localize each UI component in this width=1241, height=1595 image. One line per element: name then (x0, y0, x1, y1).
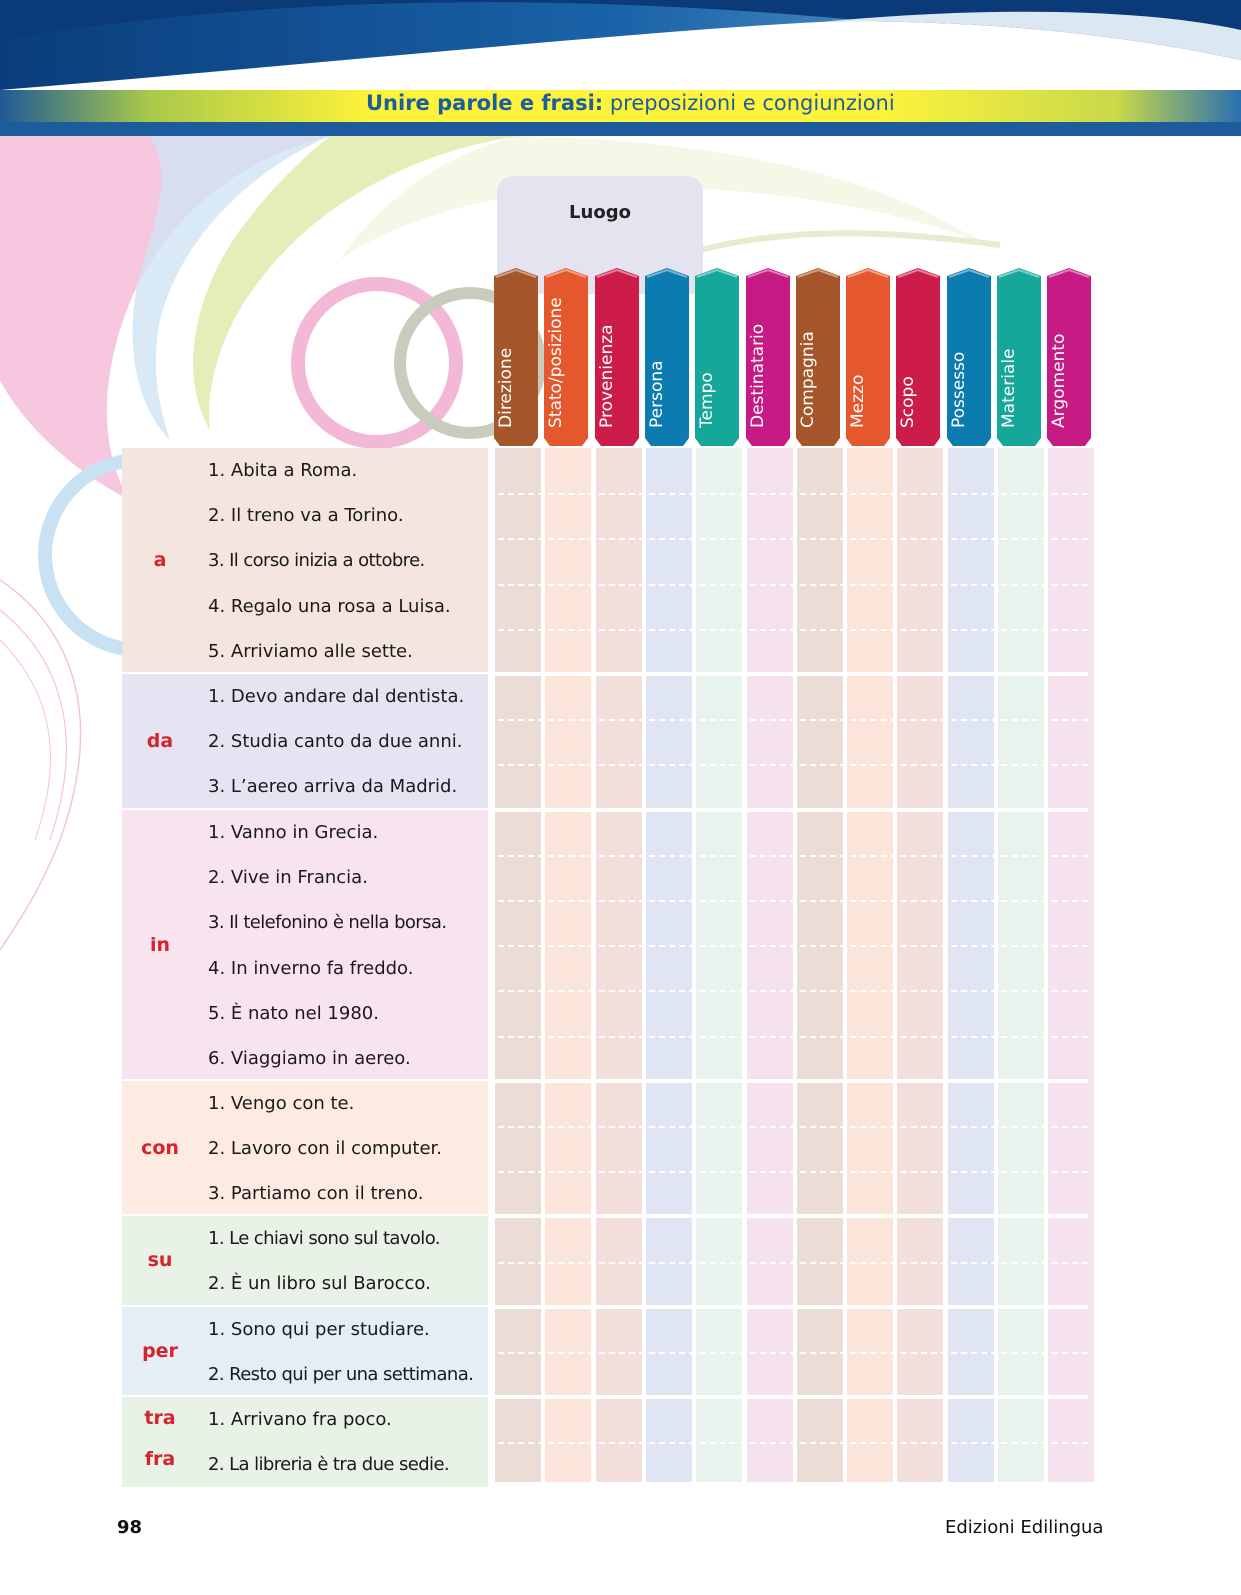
preposition-group-per (122, 1307, 488, 1397)
column-label: Materiale (999, 348, 1019, 428)
example-sentence: 4. In inverno fa freddo. (208, 958, 414, 979)
example-sentence: 3. Il telefonino è nella borsa. (208, 912, 447, 933)
row-divider (488, 629, 1088, 631)
example-sentence: 4. Regalo una rosa a Luisa. (208, 596, 451, 617)
example-sentence: 2. Il treno va a Torino. (208, 505, 404, 526)
column-tab-materiale (997, 268, 1041, 446)
answer-column[interactable] (847, 448, 893, 1482)
preposition-label: su (147, 1249, 173, 1271)
answer-column[interactable] (797, 448, 843, 1482)
column-label: Tempo (697, 372, 717, 428)
example-sentence: 1. Devo andare dal dentista. (208, 686, 465, 707)
row-divider (488, 584, 1088, 586)
example-sentence: 2. Lavoro con il computer. (208, 1138, 442, 1159)
header-wave-graphic (0, 0, 1241, 136)
preposition-label: con (141, 1137, 179, 1159)
column-tab-argomento (1047, 268, 1091, 446)
column-label: Argomento (1049, 333, 1069, 428)
example-sentence: 2. La libreria è tra due sedie. (208, 1454, 450, 1475)
example-sentence: 2. Resto qui per una settimana. (208, 1364, 474, 1385)
preposition-group-da (122, 674, 488, 810)
answer-column[interactable] (948, 448, 994, 1482)
column-label: Mezzo (848, 374, 868, 428)
answer-column[interactable] (646, 448, 692, 1482)
publisher-name: Edizioni Edilingua (945, 1517, 1104, 1538)
preposition-group-tra (122, 1397, 488, 1487)
row-divider (488, 1442, 1088, 1444)
answer-column[interactable] (495, 448, 541, 1482)
row-divider (488, 1036, 1088, 1038)
preposition-group-a (122, 448, 488, 674)
column-label: Provenienza (597, 324, 617, 428)
column-tab-direzione (494, 268, 538, 446)
answer-column[interactable] (998, 448, 1044, 1482)
example-sentence: 3. Partiamo con il treno. (208, 1183, 424, 1204)
column-label: Direzione (496, 347, 516, 428)
answer-column[interactable] (1048, 448, 1094, 1482)
example-sentence: 5. Arriviamo alle sette. (208, 641, 413, 662)
preposition-group-su (122, 1216, 488, 1306)
example-sentence: 1. Vengo con te. (208, 1093, 355, 1114)
example-sentence: 1. Arrivano fra poco. (208, 1409, 392, 1430)
column-tab-mezzo (846, 268, 890, 446)
column-tab-stato-posizione (544, 268, 588, 446)
example-sentence: 3. L’aereo arriva da Madrid. (208, 776, 458, 797)
row-divider (488, 1352, 1088, 1354)
answer-column[interactable] (545, 448, 591, 1482)
column-label: Persona (647, 360, 667, 428)
row-divider (488, 900, 1088, 902)
column-label: Possesso (949, 351, 969, 428)
column-tab-compagnia (796, 268, 840, 446)
preposition-label: tra (144, 1407, 176, 1429)
preposition-group-con (122, 1081, 488, 1217)
row-divider (488, 1171, 1088, 1173)
row-divider (488, 719, 1088, 721)
preposition-label: in (149, 934, 171, 956)
row-divider (488, 945, 1088, 947)
row-divider (488, 1262, 1088, 1264)
example-sentence: 6. Viaggiamo in aereo. (208, 1048, 411, 1069)
column-label: Destinatario (748, 323, 768, 428)
example-sentence: 2. Vive in Francia. (208, 867, 368, 888)
example-sentence: 2. È un libro sul Barocco. (208, 1273, 431, 1294)
column-tab-destinatario (746, 268, 790, 446)
row-divider (488, 764, 1088, 766)
preposition-label: per (142, 1340, 178, 1362)
column-label: Scopo (898, 376, 918, 428)
column-label: Compagnia (798, 331, 818, 428)
column-tab-possesso (947, 268, 991, 446)
column-tab-persona (645, 268, 689, 446)
answer-column[interactable] (897, 448, 943, 1482)
answer-column[interactable] (747, 448, 793, 1482)
column-tab-tempo (695, 268, 739, 446)
column-tab-provenienza (595, 268, 639, 446)
preposition-label: fra (144, 1448, 176, 1470)
row-divider (488, 855, 1088, 857)
example-sentence: 1. Abita a Roma. (208, 460, 358, 481)
example-sentence: 1. Vanno in Grecia. (208, 822, 379, 843)
row-divider (488, 1126, 1088, 1128)
page-title-subtitle: preposizioni e congiunzioni (603, 91, 895, 115)
example-sentence: 1. Sono qui per studiare. (208, 1319, 430, 1340)
column-tab-scopo (896, 268, 940, 446)
page-title-bold: Unire parole e frasi: (366, 91, 604, 115)
example-sentence: 1. Le chiavi sono sul tavolo. (208, 1228, 440, 1249)
luogo-label: Luogo (569, 202, 631, 223)
preposition-group-in (122, 810, 488, 1081)
row-divider (488, 493, 1088, 495)
answer-column[interactable] (596, 448, 642, 1482)
preposition-label: a (153, 549, 167, 571)
example-sentence: 3. Il corso inizia a ottobre. (208, 550, 425, 571)
row-divider (488, 538, 1088, 540)
example-sentence: 5. È nato nel 1980. (208, 1003, 379, 1024)
example-sentence: 2. Studia canto da due anni. (208, 731, 463, 752)
answer-column[interactable] (696, 448, 742, 1482)
page-title (366, 91, 895, 115)
row-divider (488, 990, 1088, 992)
preposition-label: da (146, 730, 174, 752)
column-label: Stato/posizione (546, 297, 566, 428)
page-header-banner (0, 0, 1241, 136)
page-number: 98 (117, 1517, 143, 1538)
